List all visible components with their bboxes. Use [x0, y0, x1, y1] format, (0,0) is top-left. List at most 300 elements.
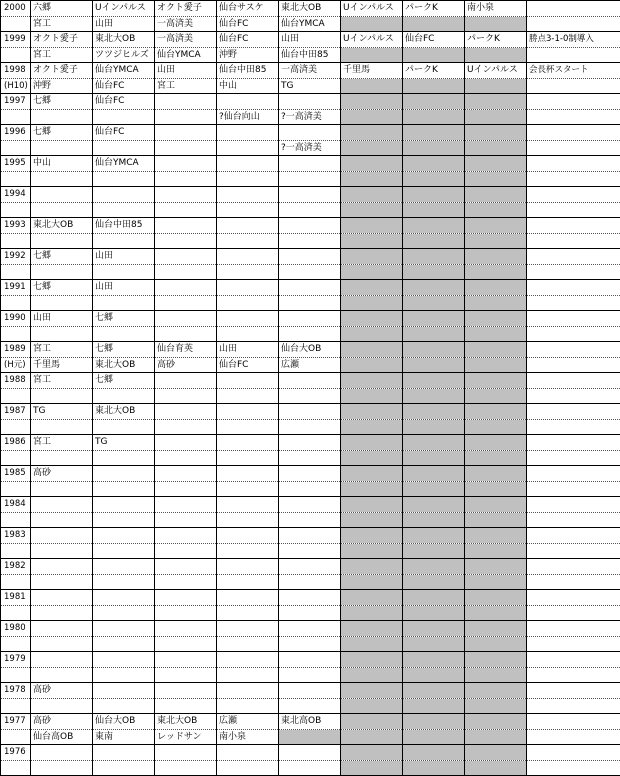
team-cell-rank-1 [31, 187, 93, 203]
team-cell-rank-1: TG [31, 404, 93, 420]
team-cell-rank-7 [403, 636, 465, 652]
note-cell [527, 125, 620, 141]
team-cell-rank-2 [93, 419, 155, 435]
team-cell-rank-7 [403, 202, 465, 218]
team-cell-rank-4 [217, 683, 279, 699]
team-cell-rank-3 [155, 667, 217, 683]
note-cell [527, 512, 620, 528]
team-cell-rank-7 [403, 47, 465, 63]
team-cell-rank-7 [403, 156, 465, 172]
year-row-continuation [1, 729, 620, 745]
team-cell-rank-1 [31, 652, 93, 668]
team-cell-rank-6 [341, 528, 403, 544]
year-row-1985 [1, 466, 620, 482]
team-cell-rank-8 [465, 125, 527, 141]
team-cell-rank-5: TG [279, 78, 341, 94]
team-cell-rank-6 [341, 714, 403, 730]
team-cell-rank-6 [341, 156, 403, 172]
note-cell [527, 311, 620, 327]
team-cell-rank-4 [217, 156, 279, 172]
team-cell-rank-6 [341, 47, 403, 63]
team-cell-rank-5 [279, 280, 341, 296]
team-cell-rank-8 [465, 714, 527, 730]
team-cell-rank-7 [403, 404, 465, 420]
team-cell-rank-2: 東北大OB [93, 357, 155, 373]
year-cell: 1997 [1, 94, 31, 110]
year-row-1999 [1, 32, 620, 48]
team-cell-rank-5 [279, 218, 341, 234]
team-cell-rank-7: パークK [403, 63, 465, 79]
team-cell-rank-5: 一高済美 [279, 63, 341, 79]
year-cell: 1999 [1, 32, 31, 48]
year-cell: 1989 [1, 342, 31, 358]
year-cell: (H元) [1, 357, 31, 373]
year-row-continuation [1, 574, 620, 590]
team-cell-rank-4 [217, 667, 279, 683]
team-cell-rank-3 [155, 388, 217, 404]
team-cell-rank-6 [341, 698, 403, 714]
team-cell-rank-1: 宮工 [31, 47, 93, 63]
year-cell [1, 543, 31, 559]
note-cell [527, 497, 620, 513]
team-cell-rank-2: 仙台YMCA [93, 63, 155, 79]
note-cell [527, 590, 620, 606]
note-cell [527, 636, 620, 652]
team-cell-rank-6 [341, 605, 403, 621]
team-cell-rank-8 [465, 342, 527, 358]
year-cell [1, 171, 31, 187]
year-cell [1, 636, 31, 652]
team-cell-rank-4 [217, 388, 279, 404]
team-cell-rank-4: 山田 [217, 342, 279, 358]
team-cell-rank-8: 南小泉 [465, 1, 527, 17]
team-cell-rank-7 [403, 543, 465, 559]
year-row-(H10) [1, 78, 620, 94]
team-cell-rank-1 [31, 450, 93, 466]
year-row-continuation [1, 47, 620, 63]
team-cell-rank-3: 山田 [155, 63, 217, 79]
note-cell [527, 1, 620, 17]
year-row-(H元) [1, 357, 620, 373]
year-cell: (H10) [1, 78, 31, 94]
team-cell-rank-8 [465, 698, 527, 714]
team-cell-rank-6 [341, 497, 403, 513]
team-cell-rank-7 [403, 218, 465, 234]
team-cell-rank-1 [31, 171, 93, 187]
team-cell-rank-2: 東南 [93, 729, 155, 745]
team-cell-rank-4 [217, 760, 279, 776]
team-cell-rank-1: 高砂 [31, 683, 93, 699]
team-cell-rank-1 [31, 636, 93, 652]
team-cell-rank-6 [341, 745, 403, 761]
team-cell-rank-3: レッドサン [155, 729, 217, 745]
team-cell-rank-7 [403, 652, 465, 668]
year-cell [1, 450, 31, 466]
team-cell-rank-5 [279, 249, 341, 265]
team-cell-rank-5: 東北大OB [279, 1, 341, 17]
team-cell-rank-6 [341, 512, 403, 528]
team-cell-rank-4 [217, 636, 279, 652]
team-cell-rank-1 [31, 512, 93, 528]
year-row-1979 [1, 652, 620, 668]
note-cell [527, 683, 620, 699]
note-cell [527, 729, 620, 745]
team-cell-rank-4: 仙台FC [217, 16, 279, 32]
team-cell-rank-4 [217, 621, 279, 637]
team-cell-rank-3 [155, 218, 217, 234]
note-cell [527, 16, 620, 32]
team-cell-rank-8 [465, 435, 527, 451]
team-cell-rank-3: 一高済美 [155, 16, 217, 32]
team-cell-rank-6 [341, 760, 403, 776]
team-cell-rank-2: 仙台中田85 [93, 218, 155, 234]
team-cell-rank-2: 仙台FC [93, 78, 155, 94]
team-cell-rank-1 [31, 760, 93, 776]
team-cell-rank-8 [465, 357, 527, 373]
year-row-1996 [1, 125, 620, 141]
team-cell-rank-7 [403, 94, 465, 110]
team-cell-rank-6 [341, 652, 403, 668]
team-cell-rank-5 [279, 187, 341, 203]
team-cell-rank-1 [31, 667, 93, 683]
team-cell-rank-6 [341, 280, 403, 296]
team-cell-rank-6 [341, 202, 403, 218]
team-cell-rank-7 [403, 621, 465, 637]
year-cell [1, 202, 31, 218]
team-cell-rank-7 [403, 357, 465, 373]
team-cell-rank-5 [279, 698, 341, 714]
team-cell-rank-8 [465, 683, 527, 699]
team-cell-rank-5 [279, 466, 341, 482]
note-cell [527, 109, 620, 125]
team-cell-rank-4 [217, 280, 279, 296]
note-cell [527, 760, 620, 776]
team-cell-rank-6 [341, 636, 403, 652]
team-cell-rank-3 [155, 94, 217, 110]
year-row-1990 [1, 311, 620, 327]
year-cell: 1996 [1, 125, 31, 141]
team-cell-rank-5 [279, 559, 341, 575]
team-cell-rank-5 [279, 450, 341, 466]
team-cell-rank-8 [465, 16, 527, 32]
team-cell-rank-7 [403, 745, 465, 761]
team-cell-rank-2: 仙台FC [93, 125, 155, 141]
team-cell-rank-8 [465, 667, 527, 683]
team-cell-rank-8 [465, 94, 527, 110]
team-cell-rank-2: 七郷 [93, 373, 155, 389]
year-cell [1, 264, 31, 280]
team-cell-rank-2: TG [93, 435, 155, 451]
year-row-1978 [1, 683, 620, 699]
team-cell-rank-4 [217, 140, 279, 156]
team-cell-rank-3 [155, 311, 217, 327]
year-row-1976 [1, 745, 620, 761]
team-cell-rank-1 [31, 481, 93, 497]
team-cell-rank-3: 東北大OB [155, 714, 217, 730]
team-cell-rank-8 [465, 605, 527, 621]
team-cell-rank-1: 七郷 [31, 94, 93, 110]
year-row-1986 [1, 435, 620, 451]
team-cell-rank-5 [279, 528, 341, 544]
team-cell-rank-2 [93, 140, 155, 156]
team-cell-rank-8 [465, 404, 527, 420]
team-cell-rank-2 [93, 636, 155, 652]
team-cell-rank-3 [155, 202, 217, 218]
year-cell [1, 698, 31, 714]
team-cell-rank-8 [465, 450, 527, 466]
year-cell [1, 512, 31, 528]
note-cell [527, 280, 620, 296]
team-cell-rank-5 [279, 326, 341, 342]
team-cell-rank-8 [465, 543, 527, 559]
team-cell-rank-1: 千里馬 [31, 357, 93, 373]
team-cell-rank-1 [31, 295, 93, 311]
year-cell [1, 109, 31, 125]
team-cell-rank-4 [217, 295, 279, 311]
year-cell [1, 16, 31, 32]
year-row-continuation [1, 171, 620, 187]
team-cell-rank-5 [279, 512, 341, 528]
team-cell-rank-7 [403, 373, 465, 389]
team-cell-rank-6 [341, 16, 403, 32]
team-cell-rank-2 [93, 388, 155, 404]
team-cell-rank-7 [403, 16, 465, 32]
team-cell-rank-4 [217, 419, 279, 435]
team-cell-rank-7 [403, 125, 465, 141]
team-cell-rank-5 [279, 543, 341, 559]
team-cell-rank-3: 宮工 [155, 78, 217, 94]
team-cell-rank-4: 中山 [217, 78, 279, 94]
team-cell-rank-4: 広瀬 [217, 714, 279, 730]
team-cell-rank-6 [341, 140, 403, 156]
team-cell-rank-1: 仙台高OB [31, 729, 93, 745]
team-cell-rank-1 [31, 605, 93, 621]
year-row-continuation [1, 109, 620, 125]
team-cell-rank-8 [465, 171, 527, 187]
team-cell-rank-1 [31, 497, 93, 513]
team-cell-rank-8 [465, 295, 527, 311]
team-cell-rank-6 [341, 187, 403, 203]
team-cell-rank-1: 東北大OB [31, 218, 93, 234]
team-cell-rank-2 [93, 326, 155, 342]
team-cell-rank-8 [465, 78, 527, 94]
team-cell-rank-4 [217, 249, 279, 265]
year-row-continuation [1, 140, 620, 156]
note-cell [527, 667, 620, 683]
team-cell-rank-7 [403, 435, 465, 451]
year-cell: 1992 [1, 249, 31, 265]
team-cell-rank-7 [403, 342, 465, 358]
team-cell-rank-4 [217, 605, 279, 621]
team-cell-rank-3 [155, 543, 217, 559]
team-cell-rank-6 [341, 78, 403, 94]
team-cell-rank-8 [465, 559, 527, 575]
team-cell-rank-7 [403, 311, 465, 327]
team-cell-rank-3 [155, 280, 217, 296]
team-cell-rank-5 [279, 233, 341, 249]
team-cell-rank-7 [403, 109, 465, 125]
team-cell-rank-3 [155, 528, 217, 544]
team-cell-rank-7 [403, 559, 465, 575]
team-cell-rank-8 [465, 233, 527, 249]
team-cell-rank-5 [279, 373, 341, 389]
team-cell-rank-8 [465, 528, 527, 544]
team-cell-rank-5: 仙台大OB [279, 342, 341, 358]
team-cell-rank-5 [279, 202, 341, 218]
team-cell-rank-4: ?仙台向山 [217, 109, 279, 125]
team-cell-rank-6 [341, 233, 403, 249]
year-row-1993 [1, 218, 620, 234]
team-cell-rank-7 [403, 295, 465, 311]
team-cell-rank-3 [155, 125, 217, 141]
team-cell-rank-2 [93, 512, 155, 528]
year-row-continuation [1, 605, 620, 621]
note-cell [527, 202, 620, 218]
team-cell-rank-8 [465, 249, 527, 265]
year-cell: 1977 [1, 714, 31, 730]
team-cell-rank-4 [217, 187, 279, 203]
team-cell-rank-5 [279, 295, 341, 311]
year-row-1992 [1, 249, 620, 265]
team-cell-rank-2: 七郷 [93, 311, 155, 327]
note-cell [527, 140, 620, 156]
team-cell-rank-2 [93, 233, 155, 249]
note-cell [527, 47, 620, 63]
year-row-continuation [1, 264, 620, 280]
team-cell-rank-7 [403, 450, 465, 466]
team-cell-rank-8 [465, 466, 527, 482]
team-cell-rank-1 [31, 388, 93, 404]
team-cell-rank-6 [341, 404, 403, 420]
note-cell [527, 605, 620, 621]
team-cell-rank-7 [403, 249, 465, 265]
team-cell-rank-4 [217, 450, 279, 466]
note-cell [527, 249, 620, 265]
team-cell-rank-1 [31, 109, 93, 125]
team-cell-rank-3 [155, 481, 217, 497]
team-cell-rank-6 [341, 342, 403, 358]
team-cell-rank-6 [341, 373, 403, 389]
team-cell-rank-3 [155, 156, 217, 172]
year-cell [1, 574, 31, 590]
team-cell-rank-4 [217, 233, 279, 249]
team-cell-rank-7 [403, 667, 465, 683]
team-cell-rank-6 [341, 667, 403, 683]
year-row-1982 [1, 559, 620, 575]
team-cell-rank-5: ?一高済美 [279, 109, 341, 125]
team-cell-rank-7 [403, 466, 465, 482]
year-row-continuation [1, 667, 620, 683]
team-cell-rank-5: 仙台中田85 [279, 47, 341, 63]
year-row-1998 [1, 63, 620, 79]
team-cell-rank-7 [403, 760, 465, 776]
team-cell-rank-3: 仙台育英 [155, 342, 217, 358]
team-cell-rank-2: 山田 [93, 16, 155, 32]
year-row-continuation [1, 481, 620, 497]
team-cell-rank-5: 東北高OB [279, 714, 341, 730]
team-cell-rank-3 [155, 466, 217, 482]
team-cell-rank-6 [341, 621, 403, 637]
year-cell: 1978 [1, 683, 31, 699]
year-cell: 1984 [1, 497, 31, 513]
team-cell-rank-5 [279, 419, 341, 435]
team-cell-rank-8 [465, 109, 527, 125]
team-cell-rank-8 [465, 419, 527, 435]
year-row-2000 [1, 1, 620, 17]
team-cell-rank-2 [93, 543, 155, 559]
note-cell [527, 156, 620, 172]
team-cell-rank-4: 沖野 [217, 47, 279, 63]
year-row-1977 [1, 714, 620, 730]
team-cell-rank-2 [93, 497, 155, 513]
team-cell-rank-8 [465, 156, 527, 172]
team-cell-rank-1 [31, 590, 93, 606]
team-cell-rank-4 [217, 512, 279, 528]
year-row-1991 [1, 280, 620, 296]
team-cell-rank-1 [31, 419, 93, 435]
team-cell-rank-8 [465, 280, 527, 296]
team-cell-rank-5: ?一高済美 [279, 140, 341, 156]
note-cell [527, 466, 620, 482]
year-cell: 1990 [1, 311, 31, 327]
year-cell [1, 605, 31, 621]
year-cell: 1981 [1, 590, 31, 606]
year-row-continuation [1, 760, 620, 776]
team-cell-rank-4: 仙台中田85 [217, 63, 279, 79]
team-cell-rank-6 [341, 109, 403, 125]
team-cell-rank-8 [465, 652, 527, 668]
team-cell-rank-6 [341, 559, 403, 575]
team-cell-rank-7 [403, 326, 465, 342]
team-cell-rank-2: 仙台FC [93, 94, 155, 110]
team-cell-rank-6 [341, 590, 403, 606]
year-cell: 1979 [1, 652, 31, 668]
team-cell-rank-6 [341, 171, 403, 187]
team-cell-rank-2: 東北大OB [93, 32, 155, 48]
year-row-continuation [1, 698, 620, 714]
team-cell-rank-2 [93, 605, 155, 621]
team-cell-rank-2: 七郷 [93, 342, 155, 358]
team-cell-rank-4 [217, 481, 279, 497]
note-cell [527, 171, 620, 187]
year-cell [1, 233, 31, 249]
year-row-continuation [1, 16, 620, 32]
team-cell-rank-6 [341, 264, 403, 280]
note-cell [527, 78, 620, 94]
team-cell-rank-2 [93, 760, 155, 776]
team-cell-rank-5 [279, 590, 341, 606]
year-row-continuation [1, 543, 620, 559]
team-cell-rank-2 [93, 187, 155, 203]
team-cell-rank-6 [341, 574, 403, 590]
team-cell-rank-3 [155, 404, 217, 420]
year-cell: 1991 [1, 280, 31, 296]
year-row-1989 [1, 342, 620, 358]
team-cell-rank-7 [403, 419, 465, 435]
team-cell-rank-3 [155, 760, 217, 776]
team-cell-rank-8 [465, 373, 527, 389]
team-cell-rank-7 [403, 280, 465, 296]
team-cell-rank-2 [93, 590, 155, 606]
note-cell [527, 94, 620, 110]
team-cell-rank-8 [465, 729, 527, 745]
year-cell [1, 760, 31, 776]
team-cell-rank-4 [217, 326, 279, 342]
year-cell: 1986 [1, 435, 31, 451]
team-cell-rank-6 [341, 388, 403, 404]
team-cell-rank-2 [93, 667, 155, 683]
team-cell-rank-6: 千里馬 [341, 63, 403, 79]
